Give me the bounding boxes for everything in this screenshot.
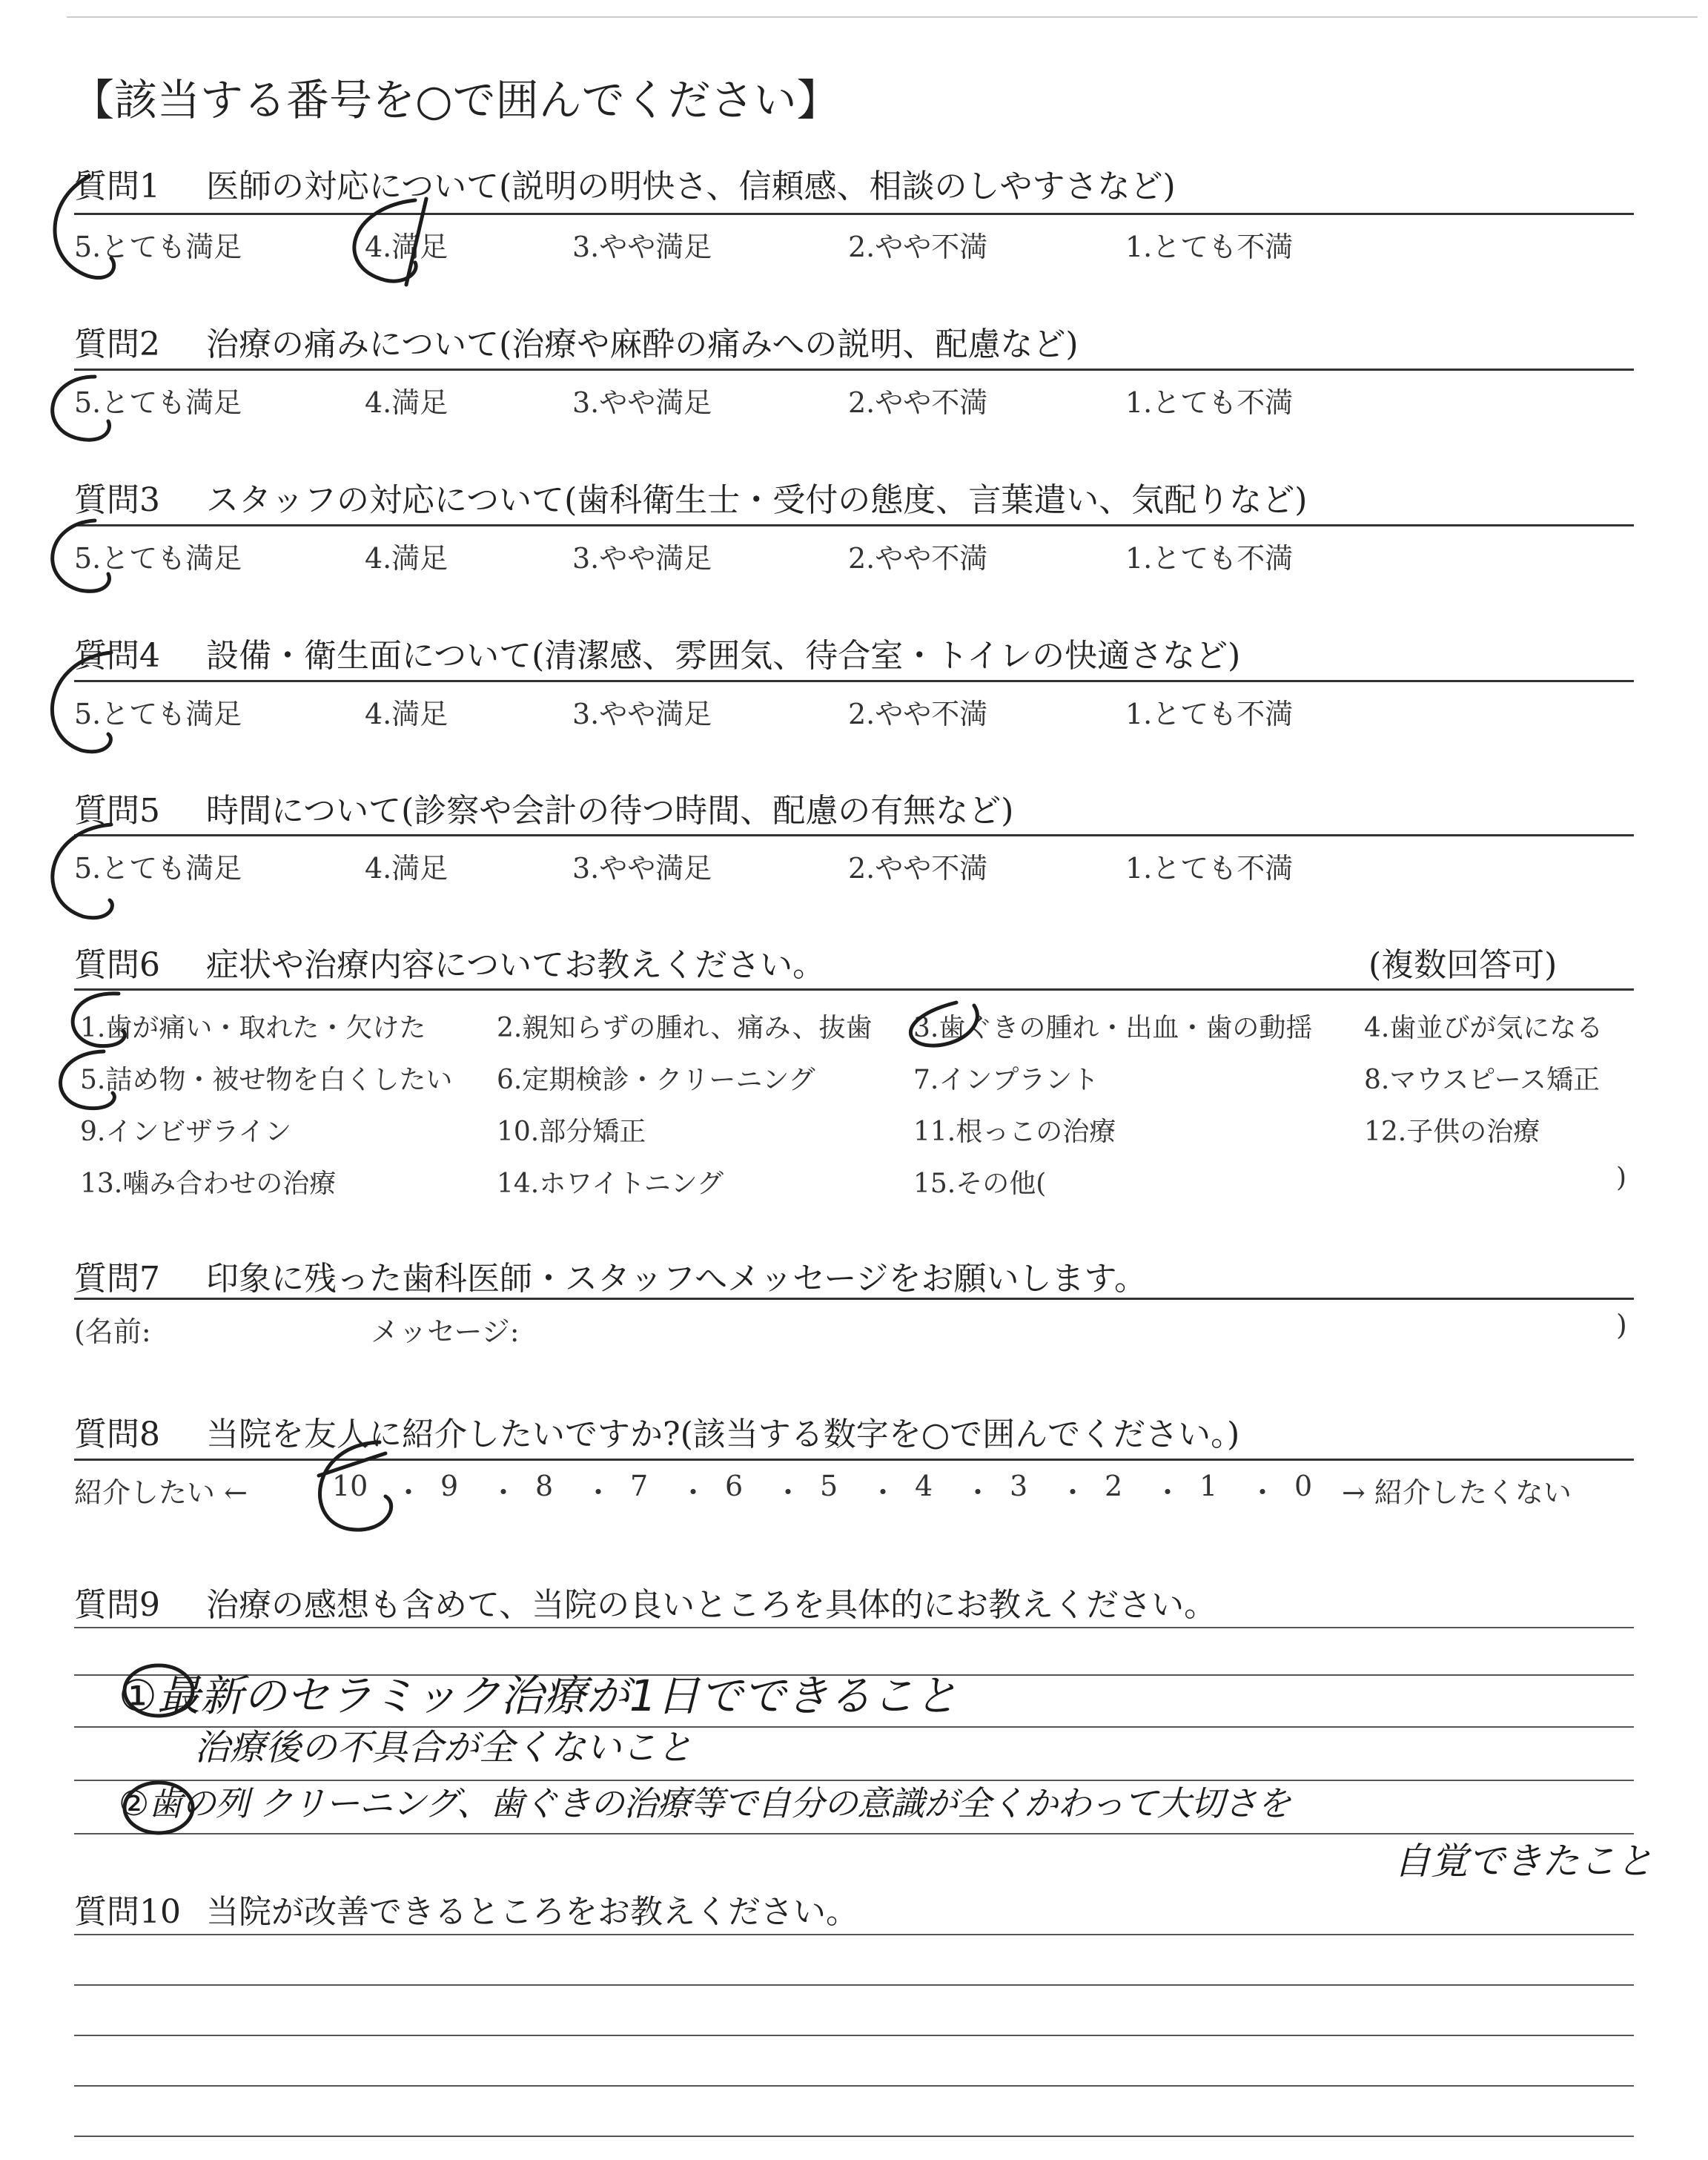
q5-rule bbox=[74, 834, 1634, 836]
q4-option-3[interactable]: 3.やや満足 bbox=[572, 698, 712, 730]
q6-option-11[interactable]: 11.根っこの治療 bbox=[913, 1117, 1116, 1147]
q3-label: 質問3 bbox=[74, 481, 160, 519]
q6-option-7[interactable]: 7.インプラント bbox=[913, 1065, 1099, 1095]
q2-rule bbox=[74, 369, 1634, 371]
q6-option-14[interactable]: 14.ホワイトニング bbox=[497, 1169, 724, 1199]
q10-text: 当院が改善できるところをお教えください。 bbox=[206, 1893, 858, 1931]
q6-option-10[interactable]: 10.部分矯正 bbox=[497, 1117, 646, 1147]
q2-text: 治療の痛みについて(治療や麻酔の痛みへの説明、配慮など) bbox=[206, 326, 1079, 363]
q8-scale-2[interactable]: 2 bbox=[1105, 1470, 1123, 1502]
q1-option-2[interactable]: 2.やや不満 bbox=[848, 231, 988, 263]
q3-option-1[interactable]: 1.とても不満 bbox=[1125, 542, 1294, 575]
q1-label: 質問1 bbox=[74, 168, 160, 205]
q8-scale-10[interactable]: 10 bbox=[332, 1470, 368, 1502]
q4-option-1[interactable]: 1.とても不満 bbox=[1125, 698, 1294, 730]
q8-scale-dot: ・ bbox=[1153, 1476, 1182, 1509]
q6-option-1[interactable]: 1.歯が痛い・取れた・欠けた bbox=[80, 1013, 426, 1043]
q2-option-2[interactable]: 2.やや不満 bbox=[848, 386, 988, 419]
q6-option-12[interactable]: 12.子供の治療 bbox=[1364, 1117, 1540, 1147]
q1-option-3[interactable]: 3.やや満足 bbox=[572, 231, 712, 263]
q8-left-label: 紹介したい ← bbox=[74, 1476, 248, 1509]
form-title: 【該当する番号を○で囲んでください】 bbox=[71, 75, 840, 125]
q4-option-2[interactable]: 2.やや不満 bbox=[848, 698, 988, 730]
q8-scale-6[interactable]: 6 bbox=[725, 1470, 744, 1502]
q6-note: (複数回答可) bbox=[1368, 946, 1558, 984]
q5-text: 時間について(診察や会計の待つ時間、配慮の有無など) bbox=[206, 792, 1014, 830]
q5-option-3[interactable]: 3.やや満足 bbox=[572, 852, 712, 885]
q10-line bbox=[74, 1984, 1634, 1986]
q1-text: 医師の対応について(説明の明快さ、信頼感、相談のしやすさなど) bbox=[206, 168, 1176, 205]
q8-scale-dot: ・ bbox=[1059, 1476, 1088, 1509]
q6-option-2[interactable]: 2.親知らずの腫れ、痛み、抜歯 bbox=[497, 1013, 873, 1043]
q8-scale-3[interactable]: 3 bbox=[1010, 1470, 1028, 1502]
q5-label: 質問5 bbox=[74, 792, 160, 830]
q8-scale-7[interactable]: 7 bbox=[630, 1470, 649, 1502]
q9-answer-line-2: 治療後の不具合が全くないこと bbox=[194, 1727, 693, 1768]
q6-option-3[interactable]: 3.歯ぐきの腫れ・出血・歯の動揺 bbox=[913, 1013, 1313, 1043]
q1-rule bbox=[74, 213, 1634, 215]
q9-answer-line-3: ②歯の列 クリーニング、歯ぐきの治療等で自分の意識が全くかわって大切さを bbox=[119, 1783, 1291, 1823]
q8-label: 質問8 bbox=[74, 1416, 160, 1453]
q9-answer-line-4: 自覚できたこと bbox=[1394, 1840, 1653, 1883]
q7-rule bbox=[74, 1298, 1634, 1300]
q10-line bbox=[74, 2136, 1634, 2137]
q1-option-5[interactable]: 5.とても満足 bbox=[74, 231, 242, 263]
q7-label: 質問7 bbox=[74, 1260, 160, 1298]
q1-option-4[interactable]: 4.満足 bbox=[365, 231, 448, 263]
q8-scale-9[interactable]: 9 bbox=[440, 1470, 459, 1502]
q3-option-3[interactable]: 3.やや満足 bbox=[572, 542, 712, 575]
q3-option-4[interactable]: 4.満足 bbox=[365, 542, 448, 575]
q9-text: 治療の感想も含めて、当院の良いところを具体的にお教えください。 bbox=[206, 1586, 1217, 1624]
q3-rule bbox=[74, 524, 1634, 526]
q2-label: 質問2 bbox=[74, 326, 160, 363]
q1-option-1[interactable]: 1.とても不満 bbox=[1125, 231, 1294, 263]
q8-scale-dot: ・ bbox=[584, 1476, 613, 1509]
q2-option-4[interactable]: 4.満足 bbox=[365, 386, 448, 419]
q6-option-8[interactable]: 8.マウスピース矯正 bbox=[1364, 1065, 1601, 1095]
q9-answer-line-1: ①最新のセラミック治療が1日でできること bbox=[119, 1671, 958, 1721]
q7-message-label: メッセージ: bbox=[371, 1315, 520, 1348]
q10-line bbox=[74, 2085, 1634, 2087]
q8-scale-dot: ・ bbox=[964, 1476, 993, 1509]
q8-scale-5[interactable]: 5 bbox=[820, 1470, 838, 1502]
q6-label: 質問6 bbox=[74, 946, 160, 984]
q6-option-15-close: ) bbox=[1616, 1163, 1627, 1193]
q5-option-5[interactable]: 5.とても満足 bbox=[74, 852, 242, 885]
q2-option-5[interactable]: 5.とても満足 bbox=[74, 386, 242, 419]
q6-option-15[interactable]: 15.その他( bbox=[913, 1169, 1047, 1199]
q4-option-5[interactable]: 5.とても満足 bbox=[74, 698, 242, 730]
q9-label: 質問9 bbox=[74, 1586, 160, 1624]
q9-line bbox=[74, 1627, 1634, 1628]
q8-scale-dot: ・ bbox=[489, 1476, 518, 1509]
q8-right-label: → 紹介したくない bbox=[1342, 1476, 1572, 1509]
q8-scale-dot: ・ bbox=[774, 1476, 803, 1509]
q10-line bbox=[74, 2035, 1634, 2036]
q4-text: 設備・衛生面について(清潔感、雰囲気、待合室・トイレの快適さなど) bbox=[206, 637, 1241, 675]
q8-scale-dot: ・ bbox=[394, 1476, 423, 1509]
q8-scale-0[interactable]: 0 bbox=[1294, 1470, 1313, 1502]
q8-rule bbox=[74, 1459, 1634, 1461]
q3-option-5[interactable]: 5.とても満足 bbox=[74, 542, 242, 575]
q8-scale-dot: ・ bbox=[869, 1476, 898, 1509]
q4-option-4[interactable]: 4.満足 bbox=[365, 698, 448, 730]
q6-option-13[interactable]: 13.噛み合わせの治療 bbox=[80, 1169, 337, 1199]
q2-option-3[interactable]: 3.やや満足 bbox=[572, 386, 712, 419]
q10-line bbox=[74, 1934, 1634, 1935]
q8-text: 当院を友人に紹介したいですか?(該当する数字を○で囲んでください。) bbox=[206, 1416, 1240, 1453]
q5-option-4[interactable]: 4.満足 bbox=[365, 852, 448, 885]
top-border bbox=[67, 16, 1698, 18]
q3-text: スタッフの対応について(歯科衛生士・受付の態度、言葉遣い、気配りなど) bbox=[206, 481, 1308, 519]
q5-option-1[interactable]: 1.とても不満 bbox=[1125, 852, 1294, 885]
q4-rule bbox=[74, 680, 1634, 682]
q7-name-label: (名前: bbox=[74, 1315, 151, 1348]
q6-option-4[interactable]: 4.歯並びが気になる bbox=[1364, 1013, 1603, 1043]
q10-label: 質問10 bbox=[74, 1893, 181, 1931]
q7-text: 印象に残った歯科医師・スタッフへメッセージをお願いします。 bbox=[206, 1260, 1147, 1298]
q7-close: ) bbox=[1616, 1309, 1627, 1341]
q5-option-2[interactable]: 2.やや不満 bbox=[848, 852, 988, 885]
q6-option-6[interactable]: 6.定期検診・クリーニング bbox=[497, 1065, 815, 1095]
q3-option-2[interactable]: 2.やや不満 bbox=[848, 542, 988, 575]
q8-scale-dot: ・ bbox=[679, 1476, 708, 1509]
q2-option-1[interactable]: 1.とても不満 bbox=[1125, 386, 1294, 419]
q6-text: 症状や治療内容についてお教えください。 bbox=[206, 946, 826, 984]
q8-scale-1[interactable]: 1 bbox=[1199, 1470, 1218, 1502]
q8-scale-dot: ・ bbox=[1248, 1476, 1277, 1509]
q6-option-9[interactable]: 9.インビザライン bbox=[80, 1117, 292, 1147]
q6-option-5[interactable]: 5.詰め物・被せ物を白くしたい bbox=[80, 1065, 453, 1095]
q8-scale-8[interactable]: 8 bbox=[535, 1470, 554, 1502]
q8-scale-4[interactable]: 4 bbox=[915, 1470, 933, 1502]
q4-label: 質問4 bbox=[74, 637, 160, 675]
q6-rule bbox=[74, 988, 1634, 991]
